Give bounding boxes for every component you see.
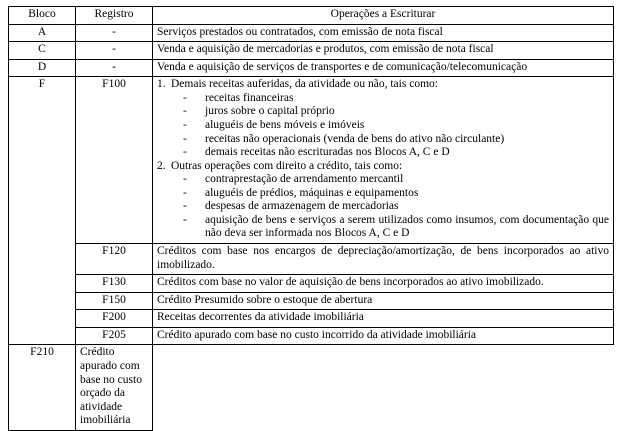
- table-row: [9, 244, 614, 275]
- cell-registro: -: [76, 59, 153, 77]
- item-text: Outras operações com direito a crédito, tais como:: [171, 159, 403, 172]
- dash-marker: -: [183, 173, 187, 186]
- list-item: [157, 133, 609, 147]
- list-item-label: aluguéis de bens móveis e imóveis: [205, 118, 365, 131]
- list-item: [157, 92, 609, 106]
- list-item: [157, 146, 609, 160]
- cell-bloco: A: [9, 24, 76, 42]
- cell-registro: F150: [76, 292, 153, 310]
- numbered-item: [157, 78, 609, 92]
- cell-descricao: Receitas decorrentes da atividade imobiliária: [153, 310, 614, 328]
- dash-marker: -: [183, 132, 187, 145]
- table-row: [9, 310, 614, 328]
- list-item-label: juros sobre o capital próprio: [205, 105, 335, 118]
- cell-descricao: Crédito apurado com base no custo incorrido da atividade imobiliária: [153, 327, 614, 345]
- cell-descricao: Serviços prestados ou contratados, com emissão de nota fiscal: [153, 24, 614, 42]
- table-row: [9, 24, 614, 42]
- column-header-bloco: Bloco: [9, 7, 76, 25]
- table-row: [9, 292, 614, 310]
- list-item-label: demais receitas não escrituradas nos Blocos A, C e D: [205, 146, 450, 159]
- table-row: [9, 77, 614, 244]
- cell-registro: -: [76, 42, 153, 60]
- item-number: 1.: [157, 78, 166, 91]
- item-number: 2.: [157, 159, 166, 172]
- numbered-list-1: [157, 78, 609, 159]
- table-row: [9, 327, 614, 345]
- dash-marker: -: [183, 213, 187, 226]
- cell-bloco: F: [9, 77, 76, 345]
- cell-registro: -: [76, 24, 153, 42]
- dash-marker: -: [183, 146, 187, 159]
- cell-bloco: C: [9, 42, 76, 60]
- cell-registro: F210: [9, 345, 76, 430]
- dash-marker: -: [183, 186, 187, 199]
- cell-descricao: Venda e aquisição de mercadorias e produtos, com emissão de nota fiscal: [153, 42, 614, 60]
- numbered-list-2: [157, 160, 609, 241]
- table-header-row: [9, 7, 614, 25]
- cell-descricao: Créditos com base no valor de aquisição de bens incorporados ao ativo imobilizado.: [153, 275, 614, 293]
- cell-registro: F200: [76, 310, 153, 328]
- dash-marker: -: [183, 200, 187, 213]
- table-row: [9, 345, 614, 430]
- list-item: [157, 187, 609, 201]
- column-header-operacoes: Operações a Escriturar: [153, 7, 614, 25]
- cell-bloco: D: [9, 59, 76, 77]
- list-item-label: aluguéis de prédios, máquinas e equipamentos: [205, 186, 419, 199]
- list-item: [157, 119, 609, 133]
- cell-descricao: Crédito Presumido sobre o estoque de abertura: [153, 292, 614, 310]
- table-row: [9, 42, 614, 60]
- item-text: Demais receitas auferidas, da atividade ou não, tais como:: [171, 78, 438, 91]
- cell-descricao: Crédito apurado com base no custo orçado da atividade imobiliária: [76, 345, 153, 430]
- cell-descricao: Venda e aquisição de serviços de transportes e de comunicação/telecomunicação: [153, 59, 614, 77]
- cell-registro: F100: [76, 77, 153, 244]
- cell-registro: F120: [76, 244, 153, 275]
- list-item: [157, 105, 609, 119]
- cell-registro: F205: [76, 327, 153, 345]
- column-header-registro: Registro: [76, 7, 153, 25]
- dash-marker: -: [183, 118, 187, 131]
- list-item-label: receitas financeiras: [205, 91, 294, 104]
- dash-marker: -: [183, 105, 187, 118]
- list-item: [157, 200, 609, 214]
- dash-marker: -: [183, 91, 187, 104]
- cell-descricao-f100: [153, 77, 614, 244]
- list-item-label: aquisição de bens e serviços a serem utilizados como insumos, com documentação que não deva ser informada nos Blocos A, C e D: [205, 213, 609, 240]
- dash-list: [157, 92, 609, 160]
- list-item-label: despesas de armazenagem de mercadorias: [205, 200, 399, 213]
- list-item: [157, 214, 609, 241]
- list-item-label: receitas não operacionais (venda de bens do ativo não circulante): [205, 132, 505, 145]
- numbered-item: [157, 160, 609, 174]
- operations-table: [8, 6, 614, 431]
- cell-registro: F130: [76, 275, 153, 293]
- table-row: [9, 275, 614, 293]
- dash-list: [157, 173, 609, 241]
- cell-descricao: Créditos com base nos encargos de depreciação/amortização, de bens incorporados ao ativo imobilizado.: [153, 244, 614, 275]
- table-row: [9, 59, 614, 77]
- list-item-label: contraprestação de arrendamento mercantil: [205, 173, 404, 186]
- list-item: [157, 173, 609, 187]
